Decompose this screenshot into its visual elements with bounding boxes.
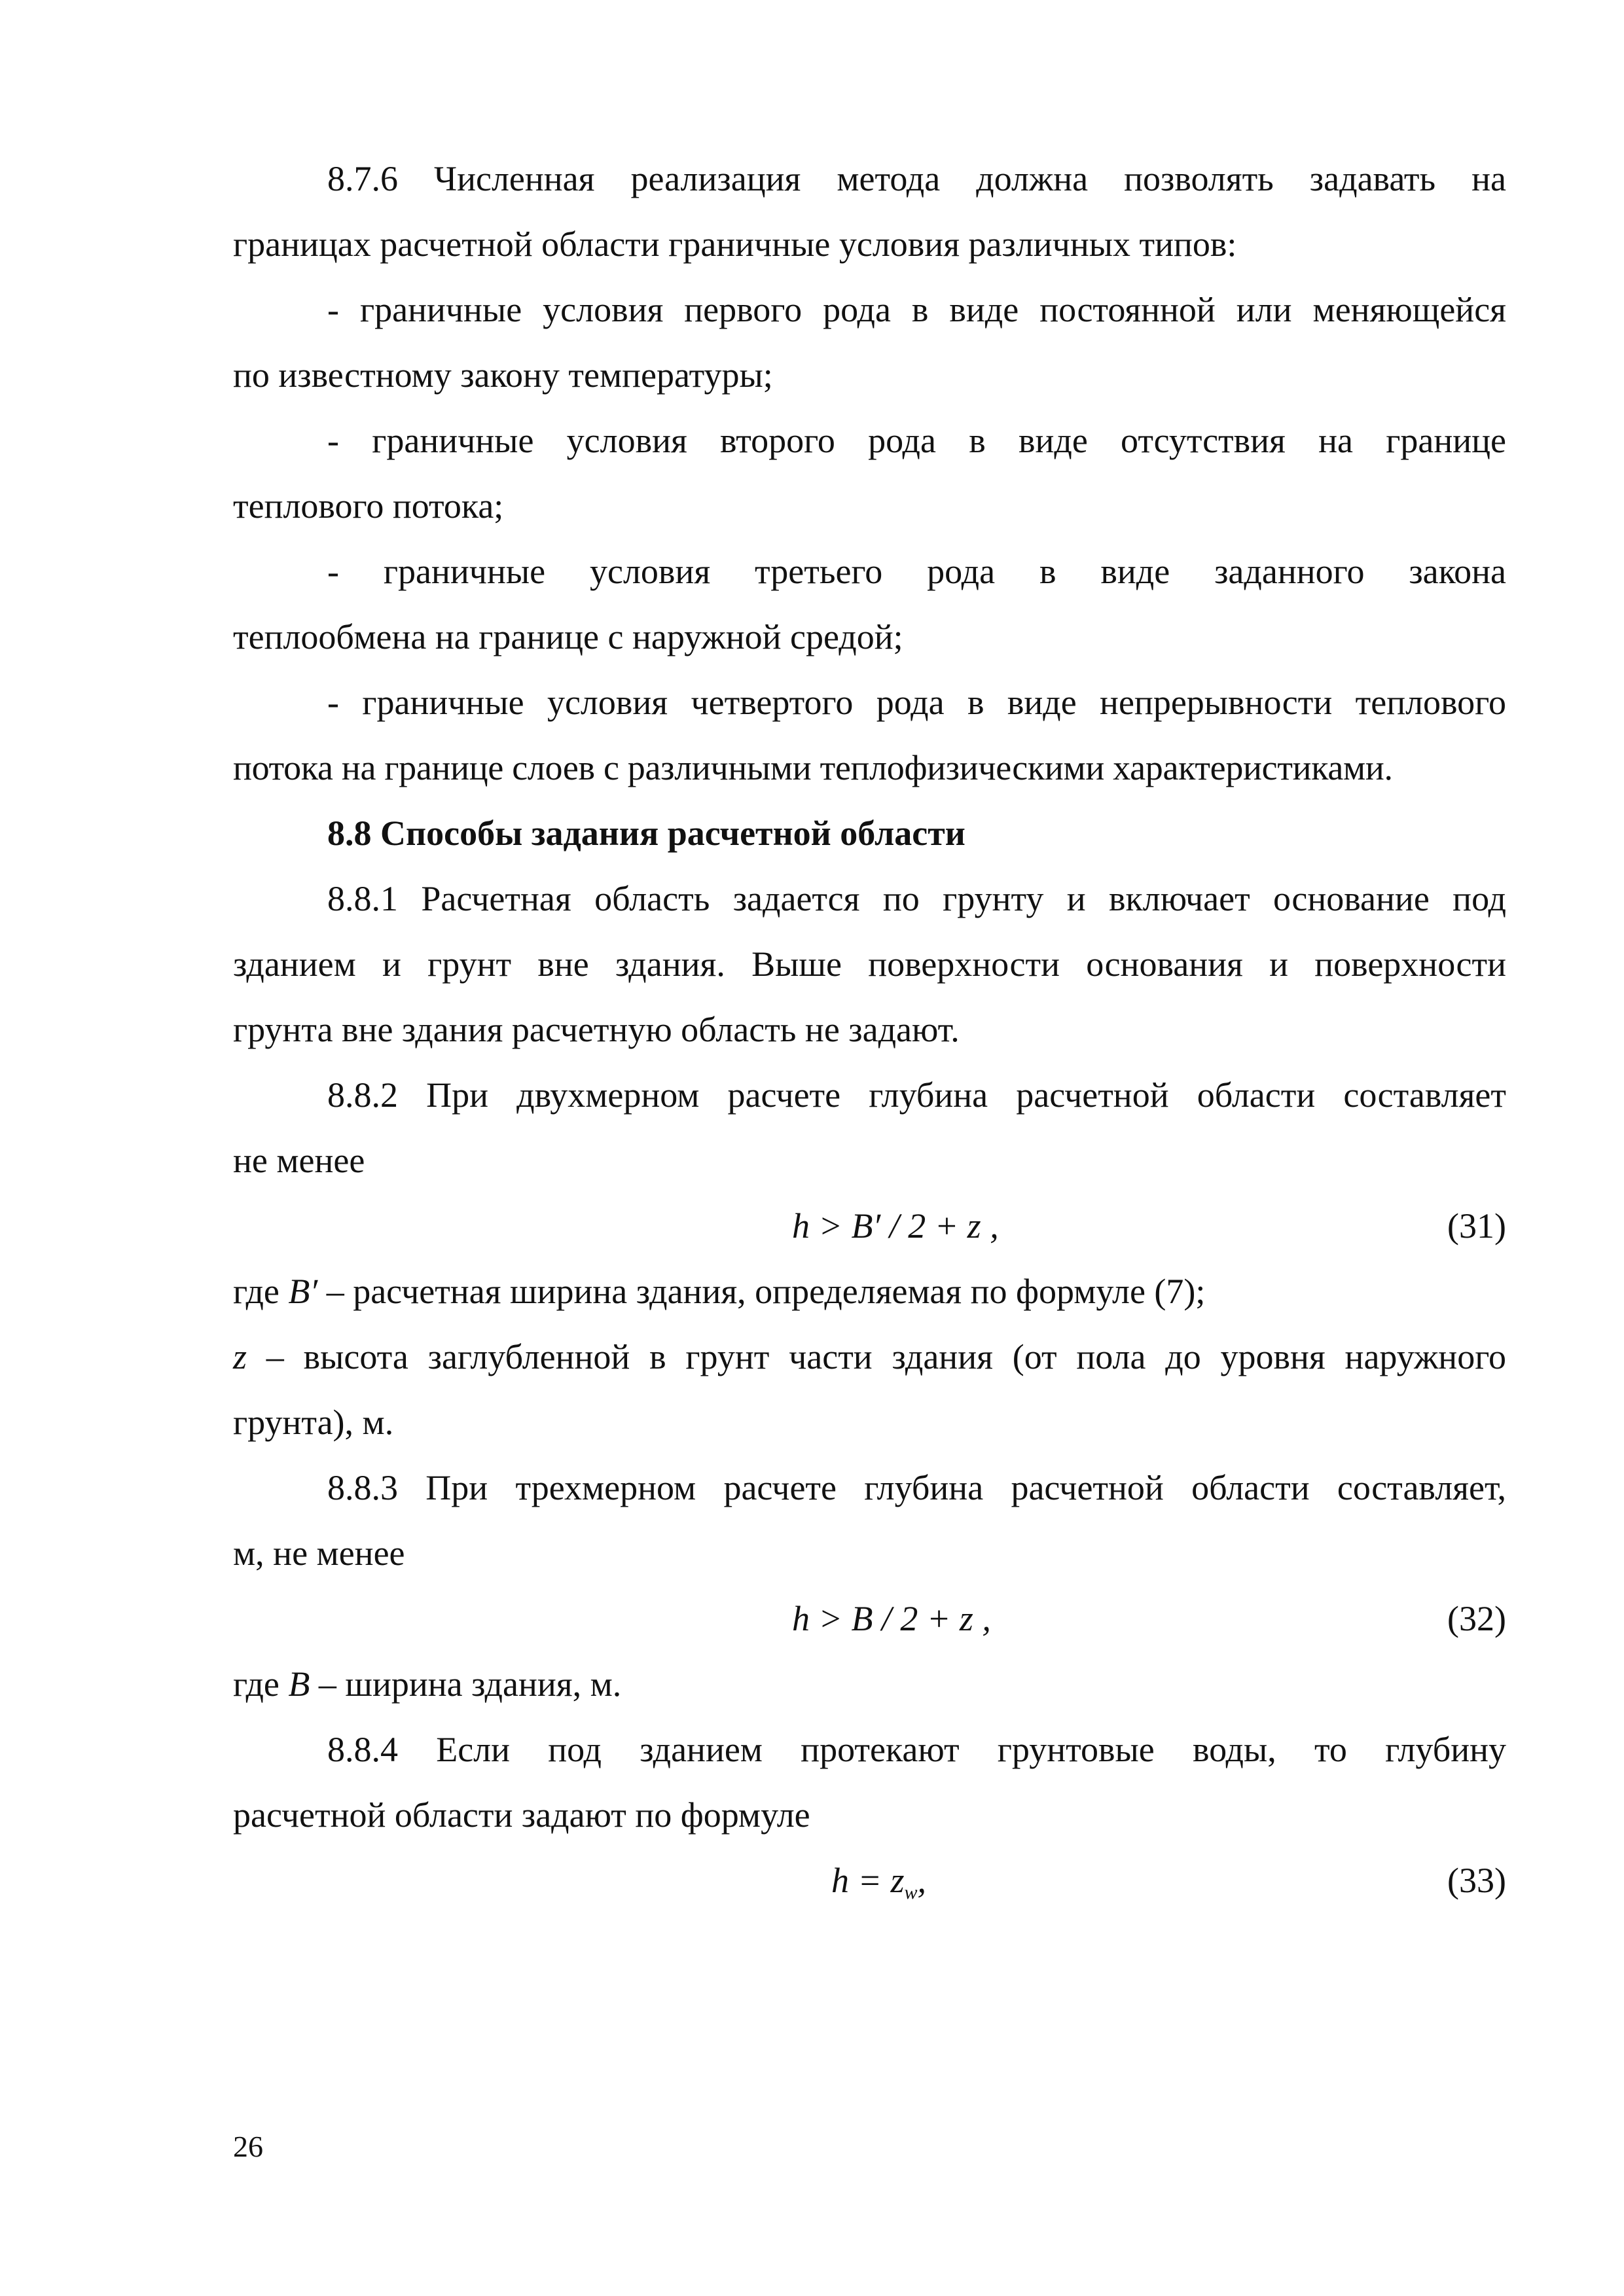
paragraph-line: 8.8.1 Расчетная область задается по грунту и включает основание под <box>327 879 1506 918</box>
where-clause-cont: грунта), м. <box>233 1403 394 1442</box>
bullet-item: - граничные условия третьего рода в виде заданного закона <box>327 552 1506 591</box>
bullet-item: - граничные условия первого рода в виде постоянной или меняющейся <box>327 290 1506 329</box>
paragraph-line: м, не менее <box>233 1534 405 1573</box>
paragraph-line: не менее <box>233 1141 365 1180</box>
bullet-item: - граничные условия второго рода в виде отсутствия на границе <box>327 421 1506 460</box>
formula-main: h = z <box>831 1861 905 1900</box>
bullet-item-cont: теплового потока; <box>233 486 504 526</box>
paragraph-line: 8.8.4 Если под зданием протекают грунтовые воды, то глубину <box>327 1730 1506 1769</box>
where-prefix: где <box>233 1664 289 1704</box>
z-symbol: z <box>233 1337 247 1376</box>
formula-32: h > B / 2 + z , <box>792 1599 991 1638</box>
formula-subscript: w <box>904 1882 918 1903</box>
bullet-item-cont: потока на границе слоев с различными теплофизическими характеристиками. <box>233 748 1393 787</box>
paragraph-line: 8.8.3 При трехмерном расчете глубина расчетной области составляет, <box>327 1468 1506 1507</box>
equation-number: (31) <box>1447 1206 1506 1246</box>
formula-33 <box>831 1859 926 1902</box>
where-prefix: где <box>233 1272 289 1311</box>
page-number: 26 <box>233 2130 263 2163</box>
formula-tail: , <box>917 1861 926 1900</box>
bullet-item-cont: теплообмена на границе с наружной средой; <box>233 617 903 656</box>
bullet-item-cont: по известному закону температуры; <box>233 355 773 395</box>
paragraph-line: зданием и грунт вне здания. Выше поверхности основания и поверхности <box>233 944 1506 984</box>
paragraph-line: расчетной области задают по формуле <box>233 1795 810 1835</box>
where-clause <box>233 1335 1506 1378</box>
z-text: – высота заглубленной в грунт части здания (от пола до уровня наружного <box>247 1337 1506 1376</box>
bullet-item: - граничные условия четвертого рода в виде непрерывности теплового <box>327 683 1506 722</box>
where-symbol: B <box>288 1664 310 1704</box>
equation-number: (32) <box>1447 1599 1506 1638</box>
where-clause <box>233 1662 1506 1706</box>
equation-number: (33) <box>1447 1861 1506 1900</box>
where-clause <box>233 1270 1506 1313</box>
where-text: – расчетная ширина здания, определяемая по формуле (7); <box>317 1272 1206 1311</box>
section-heading: 8.8 Способы задания расчетной области <box>327 814 965 853</box>
paragraph-line: 8.7.6 Численная реализация метода должна позволять задавать на <box>327 159 1506 198</box>
paragraph-line: грунта вне здания расчетную область не задают. <box>233 1010 960 1049</box>
paragraph-line: 8.8.2 При двухмерном расчете глубина расчетной области составляет <box>327 1075 1506 1115</box>
where-text: – ширина здания, м. <box>310 1664 622 1704</box>
paragraph-line: границах расчетной области граничные условия различных типов: <box>233 224 1237 264</box>
formula-31: h > B′ / 2 + z , <box>792 1206 999 1246</box>
where-symbol: B′ <box>288 1272 318 1311</box>
